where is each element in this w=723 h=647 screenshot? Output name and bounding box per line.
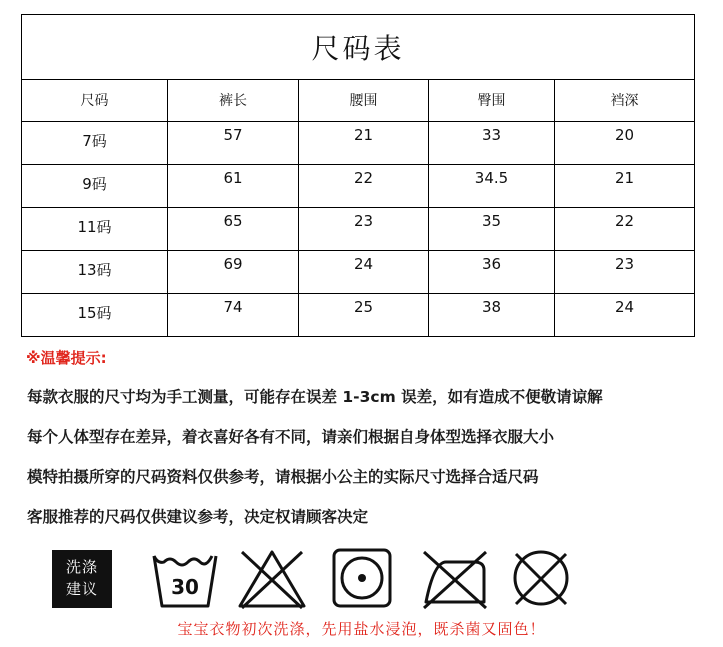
tip-line: 模特拍摄所穿的尺码资料仅供参考，请根据小公主的实际尺寸选择合适尺码 — [27, 468, 539, 486]
table-row — [22, 165, 695, 208]
care-footer-note: 宝宝衣物初次洗涤，先用盐水浸泡，既杀菌又固色！ — [177, 620, 546, 638]
wash-advice-label: 洗涤 — [65, 558, 98, 576]
no-bleach-icon — [236, 548, 308, 610]
cell-waist: 21 — [299, 122, 429, 165]
table-row — [22, 251, 695, 294]
table-header-row — [22, 80, 695, 122]
cell-pant-length: 57 — [168, 122, 299, 165]
cell-rise: 23 — [555, 251, 695, 294]
cell-size: 11码 — [22, 208, 168, 251]
cell-hip: 38 — [429, 294, 555, 337]
table-row — [22, 122, 695, 165]
cell-waist: 24 — [299, 251, 429, 294]
no-iron-icon — [420, 548, 490, 610]
cell-rise: 24 — [555, 294, 695, 337]
header-size: 尺码 — [22, 80, 168, 122]
table-row — [22, 294, 695, 337]
header-hip: 臀围 — [429, 80, 555, 122]
tip-line: 每个人体型存在差异，着衣喜好各有不同，请亲们根据自身体型选择衣服大小 — [27, 428, 555, 446]
cell-pant-length: 61 — [168, 165, 299, 208]
no-dry-clean-icon — [508, 548, 574, 610]
no-tumble-dry-icon — [330, 548, 394, 610]
cell-waist: 22 — [299, 165, 429, 208]
wash-temperature: 30 — [171, 575, 199, 599]
tips-title: ※温馨提示: — [26, 349, 107, 367]
cell-size: 7码 — [22, 122, 168, 165]
size-chart-table — [21, 14, 695, 337]
header-pant-length: 裤长 — [168, 80, 299, 122]
cell-waist: 25 — [299, 294, 429, 337]
cell-hip: 33 — [429, 122, 555, 165]
cell-pant-length: 74 — [168, 294, 299, 337]
tip-line: 每款衣服的尺寸均为手工测量，可能存在误差 1-3cm 误差，如有造成不便敬请谅解 — [27, 388, 603, 406]
cell-pant-length: 69 — [168, 251, 299, 294]
cell-rise: 20 — [555, 122, 695, 165]
cell-hip: 34.5 — [429, 165, 555, 208]
cell-size: 13码 — [22, 251, 168, 294]
cell-hip: 36 — [429, 251, 555, 294]
cell-hip: 35 — [429, 208, 555, 251]
header-waist: 腰围 — [299, 80, 429, 122]
wash-advice-badge — [52, 550, 112, 608]
table-row — [22, 208, 695, 251]
wash-advice-label: 建议 — [65, 580, 98, 598]
cell-size: 15码 — [22, 294, 168, 337]
cell-rise: 21 — [555, 165, 695, 208]
header-rise: 裆深 — [555, 80, 695, 122]
tips-list — [27, 386, 603, 546]
table-title-row — [22, 15, 695, 80]
cell-pant-length: 65 — [168, 208, 299, 251]
wash-30-icon — [150, 548, 220, 610]
cell-rise: 22 — [555, 208, 695, 251]
tip-line: 客服推荐的尺码仅供建议参考，决定权请顾客决定 — [27, 508, 369, 526]
cell-size: 9码 — [22, 165, 168, 208]
cell-waist: 23 — [299, 208, 429, 251]
table-title: 尺码表 — [22, 15, 695, 80]
